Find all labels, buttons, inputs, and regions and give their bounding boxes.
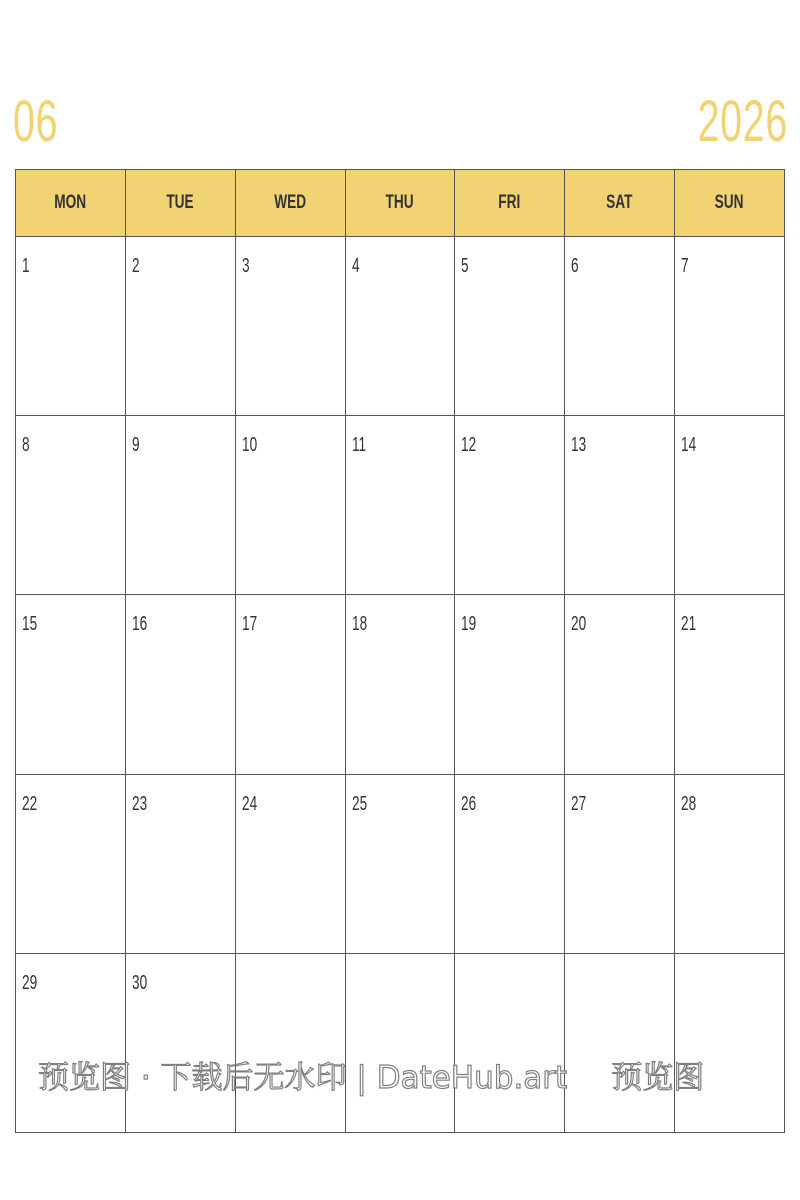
day-number: 24 [241,792,257,815]
calendar-grid [15,169,785,1133]
weekday-label: TUE [166,192,194,213]
day-cell [235,416,345,595]
week-row [16,953,785,1132]
day-number: 22 [22,792,38,815]
day-cell [455,595,565,774]
weekday-label: WED [274,192,307,213]
day-number: 3 [241,255,250,277]
day-number: 15 [22,613,38,636]
day-number: 26 [461,792,477,815]
day-number: 6 [571,255,579,277]
day-number: 27 [571,792,587,815]
weekday-label: SAT [606,192,633,213]
weekday-header-tue [125,170,235,237]
day-cell-empty [455,953,565,1132]
day-cell [125,595,235,774]
weekday-label: THU [385,192,415,213]
weekday-label: FRI [498,192,521,213]
day-number: 9 [131,434,140,457]
day-number: 29 [22,971,38,994]
day-number: 8 [22,434,30,457]
day-number: 5 [461,255,469,277]
day-cell [675,774,785,953]
day-cell [345,774,455,953]
week-row [16,774,785,953]
day-cell [565,237,675,416]
watermark-text-repeat: 预览图 [611,1060,705,1096]
day-number: 14 [681,434,697,457]
weekday-label: SUN [715,192,744,213]
day-number: 19 [461,613,477,636]
day-cell-empty [675,953,785,1132]
month-number: 06 [13,89,59,154]
weekday-header-wed [235,170,345,237]
day-number: 4 [351,255,360,277]
day-cell-empty [235,953,345,1132]
day-cell [565,774,675,953]
day-cell [675,595,785,774]
day-cell [125,416,235,595]
day-cell [16,953,126,1132]
day-cell [235,237,345,416]
day-number: 25 [351,792,367,815]
day-cell [675,237,785,416]
day-cell [235,595,345,774]
week-row [16,416,785,595]
day-cell [16,774,126,953]
day-cell [345,595,455,774]
weekday-label: MON [54,192,87,213]
day-cell [235,774,345,953]
day-cell [125,237,235,416]
day-cell [455,237,565,416]
day-cell [345,237,455,416]
day-cell [565,416,675,595]
day-number: 2 [131,255,140,277]
day-number: 21 [681,613,697,636]
weekday-header-fri [455,170,565,237]
day-number: 10 [241,434,257,457]
day-number: 13 [571,434,587,457]
day-number: 1 [22,255,30,277]
year-number: 2026 [697,89,788,154]
weekday-header-mon [16,170,126,237]
day-cell-empty [345,953,455,1132]
day-number: 20 [571,613,587,636]
weekday-header-sun [675,170,785,237]
day-number: 11 [351,434,366,457]
day-number: 16 [131,613,147,636]
week-row [16,237,785,416]
day-cell [565,595,675,774]
day-cell [16,237,126,416]
watermark-text: 预览图 · 下载后无水印 | DateHub.art [38,1060,568,1096]
day-number: 30 [131,971,147,994]
weekday-header-thu [345,170,455,237]
day-cell [345,416,455,595]
weekday-header-sat [565,170,675,237]
day-cell [125,953,235,1132]
weekday-header-row [16,170,785,237]
day-cell [16,595,126,774]
day-cell-empty [565,953,675,1132]
day-number: 28 [681,792,697,815]
day-cell [125,774,235,953]
day-number: 18 [351,613,367,636]
week-row [16,595,785,774]
day-cell [455,774,565,953]
day-number: 23 [131,792,147,815]
day-number: 17 [241,613,257,636]
day-number: 12 [461,434,477,457]
day-cell [16,416,126,595]
day-cell [455,416,565,595]
day-number: 7 [681,255,689,277]
day-cell [675,416,785,595]
